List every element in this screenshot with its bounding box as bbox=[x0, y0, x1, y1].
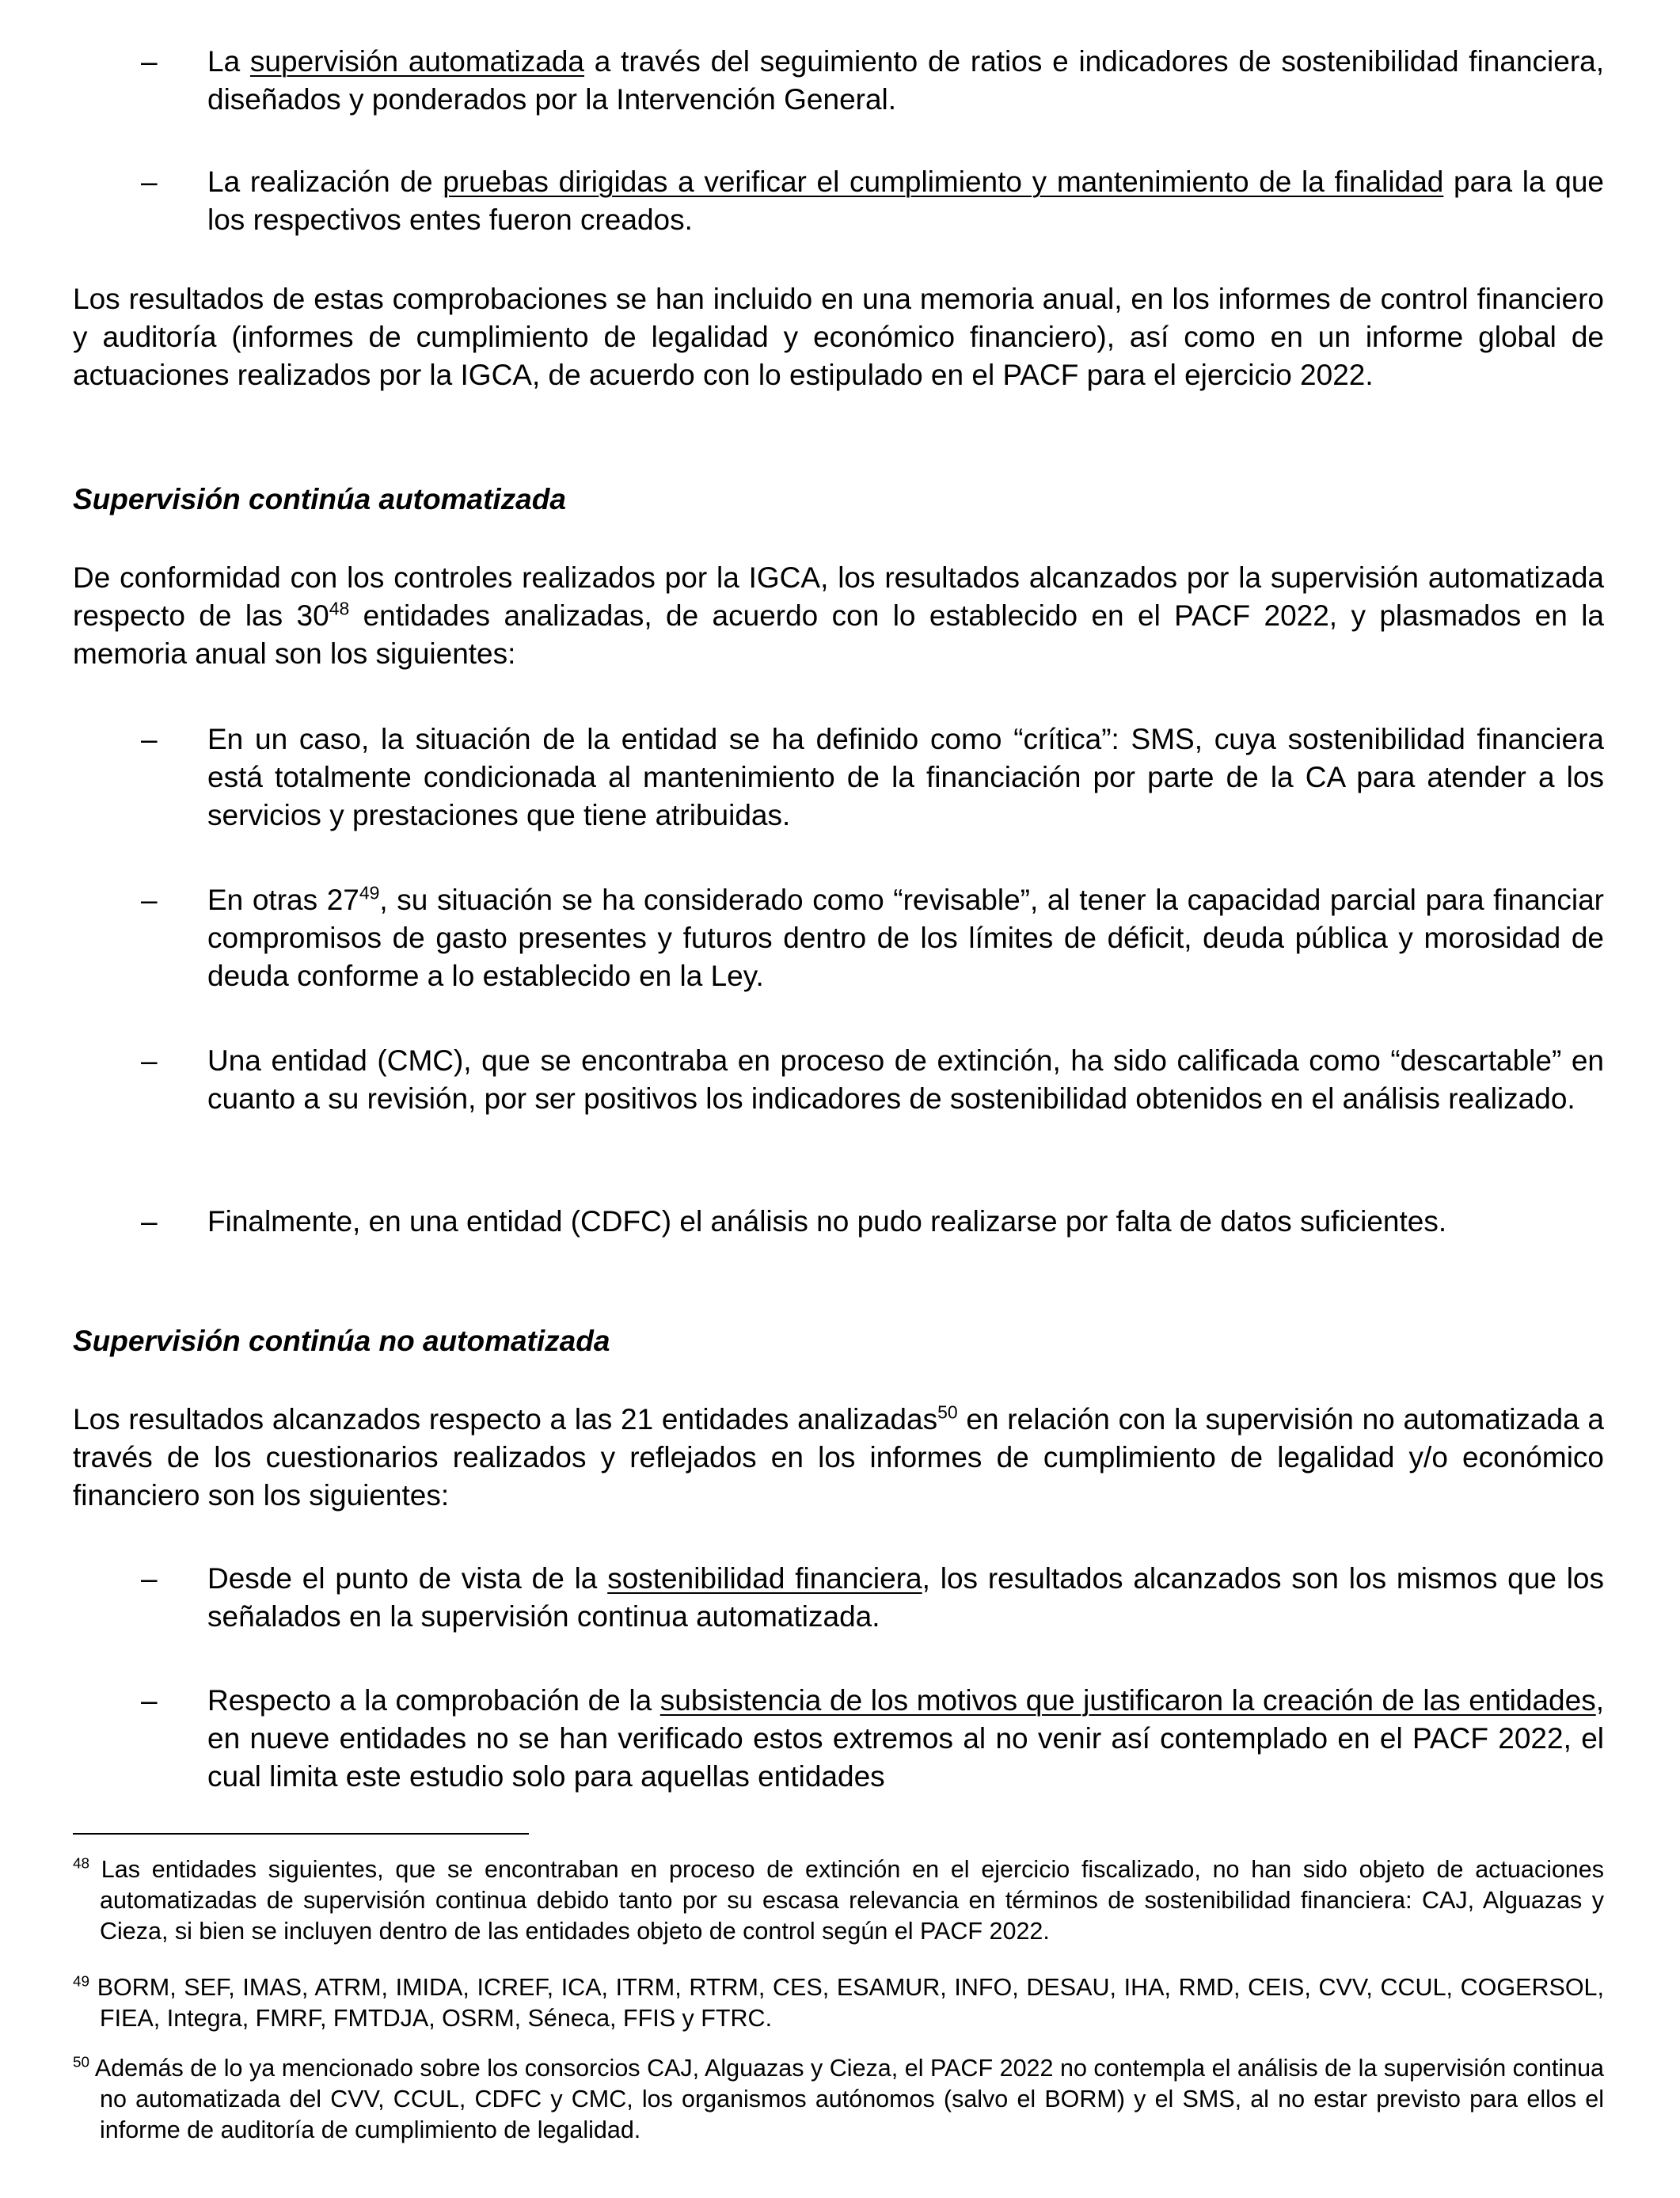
bullet-item bbox=[141, 163, 1604, 239]
text-run: en relación con la supervisión no automatizada a través de los cuestionarios realizados y reflejados en los informes de cumplimiento de legalidad y/o económico financiero son los siguientes: bbox=[73, 1403, 1605, 1512]
underlined-text: pruebas dirigidas a verificar el cumplimiento y mantenimiento de la finalidad bbox=[443, 165, 1444, 198]
bullet-dash: – bbox=[141, 1562, 158, 1595]
text-run: Respecto a la comprobación de la bbox=[207, 1684, 660, 1717]
text-run: En un caso, la situación de la entidad se ha definido como “crítica”: SMS, cuya sostenibilidad financiera está totalmente condicionada al mantenimiento de la financiación por parte de la CA para atender a los servicios y prestaciones que tiene atribuidas. bbox=[207, 723, 1604, 831]
underlined-text: sostenibilidad financiera bbox=[607, 1562, 922, 1595]
text-run: Los resultados de estas comprobaciones se han incluido en una memoria anual, en los informes de control financiero y auditoría (informes de cumplimiento de legalidad y económico financiero), así como en un informe global de actuaciones realizados por la IGCA, de acuerdo con lo estipulado en el PACF para el ejercicio 2022. bbox=[73, 283, 1604, 391]
text-run: Los resultados alcanzados respecto a las 21 entidades analizadas bbox=[73, 1403, 938, 1436]
bullet-dash: – bbox=[141, 884, 158, 916]
footnote-separator bbox=[73, 1833, 529, 1835]
text-run: , en nueve entidades no se han verificado estos extremos al no venir así contemplado en el PACF 2022, el cual limita este estudio solo para aquellas entidades bbox=[207, 1684, 1604, 1793]
footnote-ref: 50 bbox=[937, 1401, 958, 1423]
footnote-number: 48 bbox=[73, 1855, 90, 1873]
text-run: Supervisión continúa automatizada bbox=[73, 483, 566, 515]
bullet-dash: – bbox=[141, 1044, 158, 1077]
text-run: Finalmente, en una entidad (CDFC) el análisis no pudo realizarse por falta de datos suficientes. bbox=[207, 1205, 1447, 1238]
footnote-ref: 48 bbox=[329, 598, 350, 619]
footnote-text: BORM, SEF, IMAS, ATRM, IMIDA, ICREF, ICA, ITRM, RTRM, CES, ESAMUR, INFO, DESAU, IHA, RMD, CEIS, CVV, CCUL, COGERSOL, FIEA, Integra, FMRF, FMTDJA, OSRM, Séneca, FFIS y FTRC. bbox=[97, 1974, 1604, 2032]
text-run: entidades analizadas, de acuerdo con lo establecido en el PACF 2022, y plasmados en la memoria anual son los siguientes: bbox=[73, 599, 1605, 670]
footnote-text: Las entidades siguientes, que se encontraban en proceso de extinción en el ejercicio fiscalizado, no han sido objeto de actuaciones automatizadas de supervisión continua debido tanto por su escasa relevancia en términos de sostenibilidad financiera: CAJ, Alguazas y Cieza, si bien se incluyen dentro de las entidades objeto de control según el PACF 2022. bbox=[100, 1856, 1604, 1945]
paragraph bbox=[73, 1401, 1604, 1515]
bullet-dash: – bbox=[141, 45, 158, 78]
text-run: Supervisión continúa no automatizada bbox=[73, 1325, 610, 1357]
bullet-item bbox=[141, 43, 1605, 119]
underlined-text: supervisión automatizada bbox=[249, 45, 584, 78]
paragraph bbox=[73, 559, 1604, 673]
text-run: para la que los respectivos entes fueron creados. bbox=[207, 165, 1604, 236]
bullet-dash: – bbox=[141, 1205, 158, 1238]
underlined-text: subsistencia de los motivos que justificaron la creación de las entidades bbox=[659, 1684, 1596, 1717]
text-run: La realización de bbox=[207, 165, 443, 198]
bullet-dash: – bbox=[141, 165, 158, 198]
section-heading bbox=[73, 481, 1604, 519]
text-run: En otras 27 bbox=[207, 884, 359, 916]
footnote bbox=[73, 1972, 1604, 2034]
footnote bbox=[73, 1854, 1604, 1947]
text-run: De conformidad con los controles realizados por la IGCA, los resultados alcanzados por la supervisión automatizada respecto de las 30 bbox=[73, 561, 1604, 632]
text-run: Desde el punto de vista de la bbox=[207, 1562, 608, 1595]
text-run: Una entidad (CMC), que se encontraba en proceso de extinción, ha sido calificada como “descartable” en cuanto a su revisión, por ser positivos los indicadores de sostenibilidad obtenidos en el análisis realizado. bbox=[207, 1044, 1604, 1115]
bullet-item bbox=[141, 1560, 1604, 1636]
bullet-item bbox=[141, 881, 1604, 995]
text-run: La bbox=[207, 45, 250, 78]
footnote-number: 49 bbox=[73, 1973, 90, 1991]
bullet-item bbox=[141, 1203, 1604, 1241]
section-heading bbox=[73, 1322, 1604, 1360]
paragraph bbox=[73, 280, 1604, 394]
bullet-item bbox=[141, 721, 1604, 835]
text-run: , su situación se ha considerado como “revisable”, al tener la capacidad parcial para financiar compromisos de gasto presentes y futuros dentro de los límites de déficit, deuda pública y morosidad de deuda conforme a lo establecido en la Ley. bbox=[207, 884, 1604, 992]
bullet-item bbox=[141, 1042, 1604, 1118]
text-run: , los resultados alcanzados son los mismos que los señalados en la supervisión continua automatizada. bbox=[207, 1562, 1604, 1633]
footnote-text: Además de lo ya mencionado sobre los consorcios CAJ, Alguazas y Cieza, el PACF 2022 no contempla el análisis de la supervisión continua no automatizada del CVV, CCUL, CDFC y CMC, los organismos autónomos (salvo el BORM) y el SMS, al no estar previsto para ellos el informe de auditoría de cumplimiento de legalidad. bbox=[94, 2055, 1604, 2143]
bullet-dash: – bbox=[141, 1684, 158, 1717]
bullet-item bbox=[141, 1682, 1604, 1796]
text-run: a través del seguimiento de ratios e indicadores de sostenibilidad financiera, diseñados y ponderados por la Intervención General. bbox=[207, 45, 1605, 116]
footnote-ref: 49 bbox=[359, 882, 380, 903]
footnote-number: 50 bbox=[73, 2054, 90, 2071]
footnote bbox=[73, 2053, 1604, 2146]
bullet-dash: – bbox=[141, 723, 158, 755]
